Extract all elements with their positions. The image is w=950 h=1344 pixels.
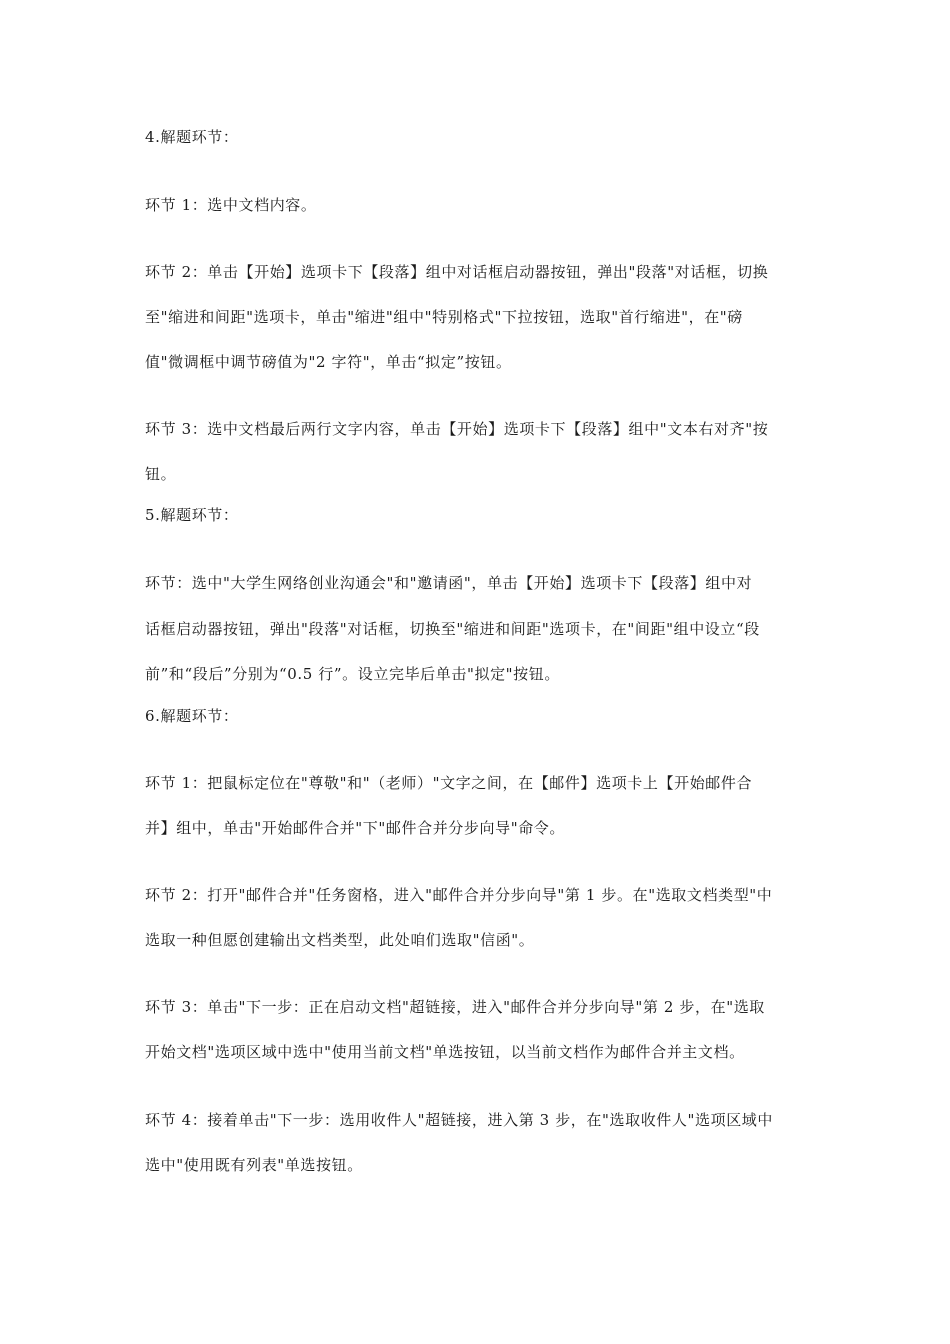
step-6-3-line-2: 开始文档"选项区域中选中"使用当前文档"单选按钮，以当前文档作为邮件合并主文档。 <box>145 1043 745 1061</box>
step-4-1-text: 环节 1：选中文档内容。 <box>145 196 317 214</box>
step-5-line-3: 前”和“段后”分别为“0.5 行”。设立完毕后单击"拟定"按钮。 <box>145 665 560 683</box>
step-6-2-line-1: 环节 2：打开"邮件合并"任务窗格，进入"邮件合并分步向导"第 1 步。在"选取文档类型"中 <box>145 886 773 904</box>
step-6-1-line-1: 环节 1：把鼠标定位在"尊敬"和"（老师）"文字之间，在【邮件】选项卡上【开始邮件合 <box>145 774 753 792</box>
step-6-4-line-2: 选中"使用既有列表"单选按钮。 <box>145 1156 363 1174</box>
step-5-line-1: 环节：选中"大学生网络创业沟通会"和"邀请函"，单击【开始】选项卡下【段落】组中对 <box>145 574 753 592</box>
step-6-4-line-1: 环节 4：接着单击"下一步：选用收件人"超链接，进入第 3 步，在"选取收件人"选项区域中 <box>145 1111 773 1129</box>
step-6-3-line-1: 环节 3：单击"下一步：正在启动文档"超链接，进入"邮件合并分步向导"第 2 步，在"选取 <box>145 998 765 1016</box>
section-6-heading: 6.解题环节： <box>145 707 239 725</box>
step-4-2-line-1: 环节 2：单击【开始】选项卡下【段落】组中对话框启动器按钮，弹出"段落"对话框，切换 <box>145 263 769 281</box>
step-6-1-line-2: 并】组中，单击"开始邮件合并"下"邮件合并分步向导"命令。 <box>145 819 566 837</box>
step-4-2-line-3: 值"微调框中调节磅值为"2 字符"，单击“拟定”按钮。 <box>145 353 512 371</box>
step-5-line-2: 话框启动器按钮，弹出"段落"对话框，切换至"缩进和间距"选项卡，在"间距"组中设立“段 <box>145 620 760 638</box>
step-4-3-line-1: 环节 3：选中文档最后两行文字内容，单击【开始】选项卡下【段落】组中"文本右对齐"按 <box>145 420 769 438</box>
step-4-2-line-2: 至"缩进和间距"选项卡，单击"缩进"组中"特别格式"下拉按钮，选取"首行缩进"，在"磅 <box>145 308 743 326</box>
section-5-heading: 5.解题环节： <box>145 506 239 524</box>
step-4-3-line-2: 钮。 <box>145 465 177 483</box>
step-6-2-line-2: 选取一种但愿创建输出文档类型，此处咱们选取"信函"。 <box>145 931 535 949</box>
section-4-heading: 4.解题环节： <box>145 128 239 146</box>
